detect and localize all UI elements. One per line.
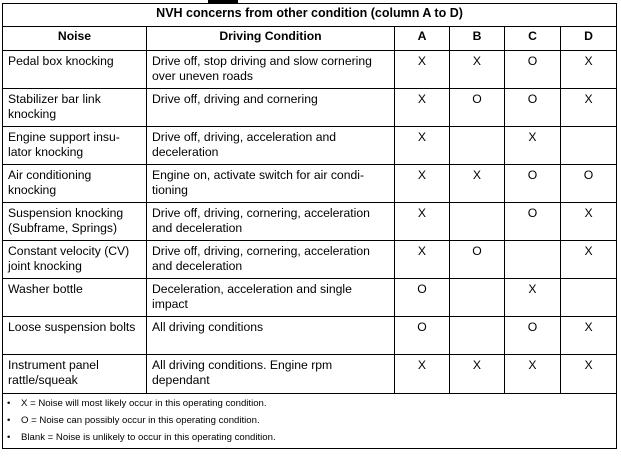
noise-cell: Suspension knocking (Subframe, Springs) <box>3 203 147 241</box>
column-b-mark <box>450 127 505 165</box>
legend-note <box>7 432 611 444</box>
legend-note-text: Blank = Noise is unlikely to occur in this operating condition. <box>21 432 276 443</box>
table-row <box>3 355 617 394</box>
column-d-mark: O <box>561 165 617 203</box>
table-row <box>3 127 617 165</box>
column-b-mark: X <box>450 165 505 203</box>
condition-cell: Deceleration, acceleration and single impact <box>147 279 395 317</box>
column-b-mark: X <box>450 51 505 89</box>
column-c-mark: O <box>505 203 561 241</box>
legend-note <box>7 415 611 427</box>
column-c-mark: O <box>505 165 561 203</box>
header-noise: Noise <box>3 27 147 51</box>
column-d-mark <box>561 127 617 165</box>
condition-cell: Drive off, driving, acceleration and deceleration <box>147 127 395 165</box>
column-a-mark: X <box>395 165 450 203</box>
column-c-mark: O <box>505 317 561 355</box>
column-d-mark: X <box>561 317 617 355</box>
condition-cell: Drive off, driving, cornering, acceleration and deceleration <box>147 241 395 279</box>
column-b-mark <box>450 203 505 241</box>
column-d-mark: X <box>561 355 617 394</box>
column-a-mark: O <box>395 279 450 317</box>
column-a-mark: X <box>395 51 450 89</box>
table-row <box>3 89 617 127</box>
condition-cell: All driving conditions. Engine rpm dependant <box>147 355 395 394</box>
noise-cell: Engine support insu-lator knocking <box>3 127 147 165</box>
table-row <box>3 203 617 241</box>
table-title: NVH concerns from other condition (column A to D) <box>3 4 617 27</box>
column-d-mark: X <box>561 89 617 127</box>
column-header-row <box>3 27 617 51</box>
table-row <box>3 165 617 203</box>
column-b-mark: O <box>450 241 505 279</box>
column-b-mark: O <box>450 89 505 127</box>
noise-cell: Stabilizer bar link knocking <box>3 89 147 127</box>
noise-cell: Loose suspension bolts <box>3 317 147 355</box>
header-c: C <box>505 27 561 51</box>
noise-cell: Pedal box knocking <box>3 51 147 89</box>
condition-cell: Drive off, stop driving and slow cornering over uneven roads <box>147 51 395 89</box>
bullet-icon: • <box>7 432 11 443</box>
column-b-mark <box>450 317 505 355</box>
condition-cell: Engine on, activate switch for air condi-tioning <box>147 165 395 203</box>
column-c-mark <box>505 241 561 279</box>
header-driving-condition: Driving Condition <box>147 27 395 51</box>
noise-cell: Instrument panel rattle/squeak <box>3 355 147 394</box>
column-a-mark: X <box>395 203 450 241</box>
condition-cell: Drive off, driving and cornering <box>147 89 395 127</box>
nvh-table <box>2 3 617 449</box>
column-a-mark: X <box>395 355 450 394</box>
header-d: D <box>561 27 617 51</box>
column-c-mark: X <box>505 355 561 394</box>
condition-cell: Drive off, driving, cornering, acceleration and deceleration <box>147 203 395 241</box>
column-d-mark: X <box>561 51 617 89</box>
table-row <box>3 279 617 317</box>
header-b: B <box>450 27 505 51</box>
column-b-mark: X <box>450 355 505 394</box>
column-c-mark: O <box>505 51 561 89</box>
column-c-mark: X <box>505 127 561 165</box>
legend-note-text: O = Noise can possibly occur in this operating condition. <box>21 415 260 426</box>
column-a-mark: X <box>395 127 450 165</box>
condition-cell: All driving conditions <box>147 317 395 355</box>
noise-cell: Washer bottle <box>3 279 147 317</box>
noise-cell: Air conditioning knocking <box>3 165 147 203</box>
header-a: A <box>395 27 450 51</box>
table-row <box>3 51 617 89</box>
legend-notes <box>3 394 617 449</box>
legend-note <box>7 398 611 410</box>
table-row <box>3 241 617 279</box>
legend-note-text: X = Noise will most likely occur in this operating condition. <box>21 398 267 409</box>
column-a-mark: X <box>395 89 450 127</box>
column-c-mark: X <box>505 279 561 317</box>
column-a-mark: X <box>395 241 450 279</box>
column-d-mark: X <box>561 241 617 279</box>
column-b-mark <box>450 279 505 317</box>
column-d-mark: X <box>561 203 617 241</box>
column-a-mark: O <box>395 317 450 355</box>
bullet-icon: • <box>7 415 11 426</box>
column-d-mark <box>561 279 617 317</box>
noise-cell: Constant velocity (CV) joint knocking <box>3 241 147 279</box>
column-c-mark: O <box>505 89 561 127</box>
bullet-icon: • <box>7 398 11 409</box>
table-row <box>3 317 617 355</box>
